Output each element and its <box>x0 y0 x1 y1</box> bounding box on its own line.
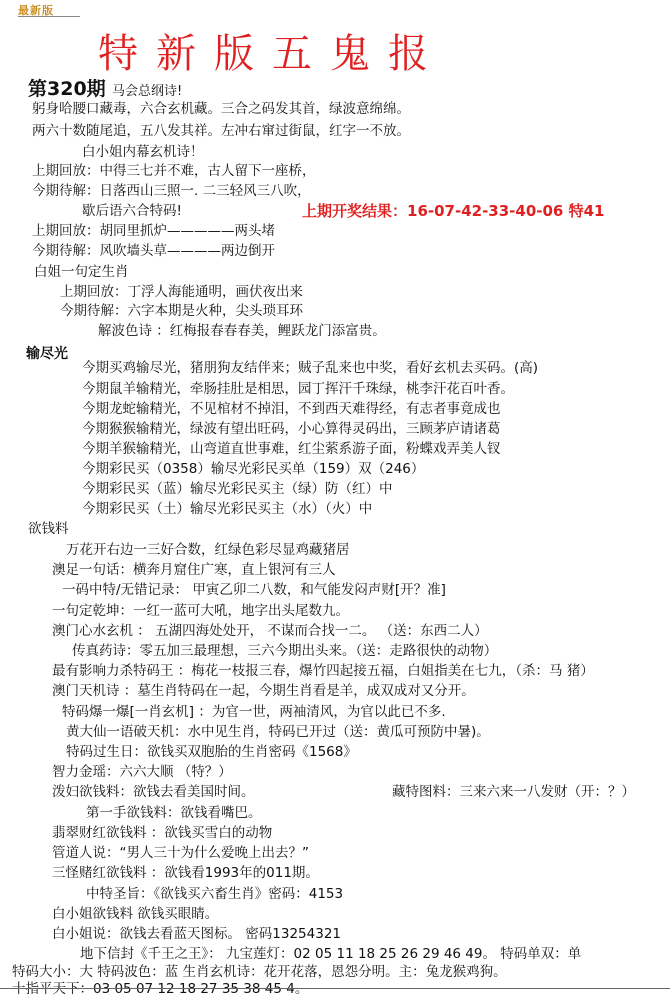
prev-review-2: 上期回放：胡同里抓炉—————两头堵 <box>32 223 275 239</box>
money-line: 一句定乾坤：一红一蓝可大吼，地字出头尾数九。 <box>52 603 349 619</box>
money-line: 管道人说：“男人三十为什么爱晚上出去？” <box>52 845 309 861</box>
money-line: 泼妇欲钱料：欲钱去看美国时间。 <box>52 784 255 800</box>
lose-item: 今期彩民买（0358）输尽光彩民买单（159）双（246） <box>82 461 425 477</box>
prev-review-3: 上期回放：丁浮人海能通明，画伏夜出来 <box>60 284 303 300</box>
money-line: 智力金瑶：六六大顺 （特？） <box>52 764 232 780</box>
money-line: 最有影响力杀特码王 ：梅花一枝报三春，爆竹四起接五福，白姐指美在七九，（杀：马 猪） <box>52 663 594 679</box>
money-line: 万花开右边一三好合数，红绿色彩尽显鸡藏猪居 <box>66 542 350 558</box>
lose-item: 今期龙蛇输精光，不见棺材不掉泪，不到西天难得经，有志者事竟成也 <box>82 401 501 417</box>
money-line: 白小姐欲钱料 欲钱买眼睛。 <box>52 906 219 922</box>
last-result: 上期开奖结果：16-07-42-33-40-06 特41 <box>302 202 605 220</box>
prev-review-1: 上期回放：中得三七并不难，古人留下一座桥， <box>32 163 316 179</box>
money-line: 三怪赌红欲钱料 ：欲钱看1993年的011期。 <box>52 865 319 881</box>
money-line: 澳门心水玄机 ： 五湖四海处处开， 不谋而合找一二。 （送：东西二人） <box>52 623 488 639</box>
money-line: 一码中特/无错记录： 甲寅乙卯二八数，和气能发闷声财[开？准] <box>62 582 446 598</box>
money-line: 特码过生日：欲钱买双胞胎的生肖密码《1568》 <box>66 744 357 760</box>
money-line: 澳足一句话：横奔月窟住广寒，直上银河有三人 <box>52 562 336 578</box>
lose-item: 今期彩民买（蓝）输尽光彩民买主（绿）防（红）中 <box>82 481 393 497</box>
money-line: 特码大小：大 特码波色：蓝 生肖玄机诗：花开花落，恩怨分明。主：兔龙猴鸡狗。 <box>12 964 507 980</box>
money-line: 黄大仙一语破天机：水中见生肖，特码已开过（送：黄瓜可预防中暑)。 <box>66 724 490 740</box>
lose-item: 今期彩民买（土）输尽光彩民买主（水）（火）中 <box>82 501 373 517</box>
money-line: 翡翠财红欲钱料 ：欲钱买雪白的动物 <box>52 825 273 841</box>
money-line: 特码爆一爆[一肖玄机] ：为官一世，两袖清风，为官以此已不多. <box>62 704 446 720</box>
site-logo: 最新版 <box>18 4 54 17</box>
one-phrase-heading: 白姐一句定生肖 <box>34 264 129 280</box>
wave-poem: 解波色诗 ：红梅报春春春美，鲤跃龙门添富贵。 <box>98 323 386 339</box>
money-line: 传真药诗：零五加三最理想，三六今期出头来。（送：走路很快的动物） <box>72 643 498 659</box>
current-riddle-1: 今期待解：日落西山三照一. 二三轻风三八吹， <box>32 183 311 199</box>
poem-heading: 白小姐内幕玄机诗！ <box>82 144 204 160</box>
page-title: 特新版五鬼报 <box>98 31 446 77</box>
sing-heading: 歇后语六合特码! <box>82 203 182 219</box>
poem-line-1: 躬身哈腰口藏毒，六合玄机藏。三合之码发其首，绿波意绵绵。 <box>32 101 410 117</box>
current-riddle-3: 今期待解：六字本期是火种，尖头琐耳环 <box>60 303 303 319</box>
lose-heading: 输尽光 <box>26 346 68 362</box>
lose-item: 今期猴猴输精光，绿波有望出旺码，小心算得灵码出，三顾茅庐请诸葛 <box>82 421 501 437</box>
money-line: 白小姐说：欲钱去看蓝天图标。 密码13254321 <box>52 926 342 942</box>
lose-item: 今期羊猴输精光，山弯道直世事难，红尘萦系游子面，粉蝶戏弄美人钗 <box>82 441 501 457</box>
divider <box>18 16 80 17</box>
issue-subtitle: 马会总纲诗! <box>112 84 183 99</box>
bottom-divider <box>0 988 670 989</box>
money-line: 澳门天机诗 ：墓生肖特码在一起，今期生肖看是羊，成双成对又分开。 <box>52 683 475 699</box>
lose-item: 今期买鸡输尽光，猪朋狗友结伴来；贼子乱来也中奖，看好玄机去买码。(高) <box>82 360 539 376</box>
money-heading: 欲钱料 <box>28 521 69 537</box>
current-riddle-2: 今期待解：风吹墙头草————两边倒开 <box>32 243 275 259</box>
lose-item: 今期鼠羊输精光，牵肠挂肚是相思，园丁挥汗千珠绿，桃李汗花百叶香。 <box>82 381 514 397</box>
money-line: 地下信封《千王之王》： 九宝莲灯：02 05 11 18 25 26 29 46 49。 特码单双：单 <box>80 946 582 962</box>
money-line: 中特圣旨：《欲钱买六畜生肖》密码：4153 <box>86 886 344 902</box>
issue-number: 第320期 <box>28 78 106 100</box>
money-line: 第一手欲钱料：欲钱看嘴巴。 <box>86 805 262 821</box>
money-line: 十指平天下：03 05 07 12 18 27 35 38 45 4。 <box>12 981 309 997</box>
money-line: 藏特图料：三来六来一八发财（开：？） <box>392 784 635 800</box>
poem-line-2: 两六十数随尾追，五八发其祥。左冲右窜过街鼠，红字一不放。 <box>32 123 410 139</box>
